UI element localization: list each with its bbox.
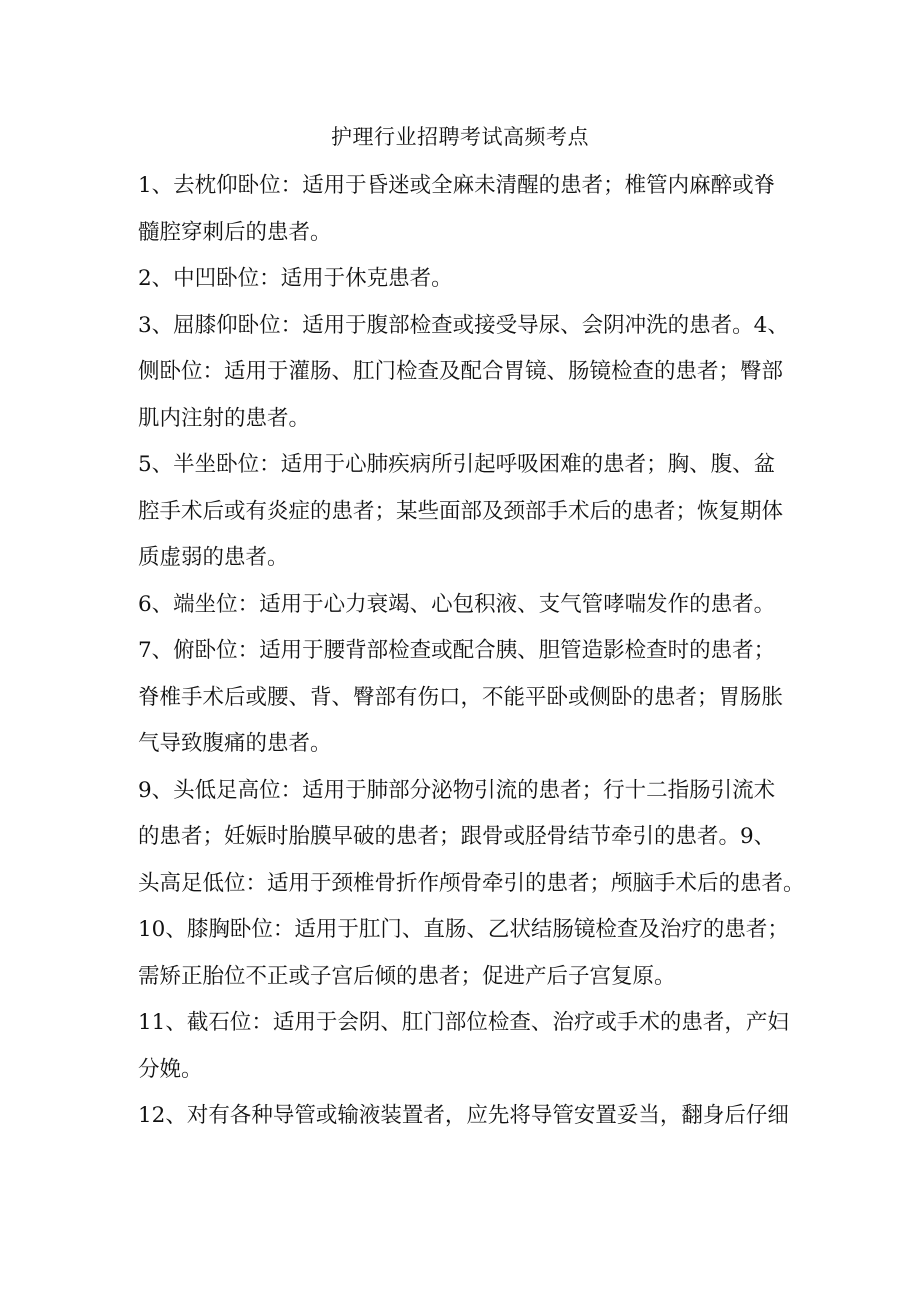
text-line: 头高足低位：适用于颈椎骨折作颅骨牵引的患者；颅脑手术后的患者。 — [138, 870, 805, 896]
text-line: 7、俯卧位：适用于腰背部检查或配合胰、胆管造影检查时的患者； — [138, 638, 776, 663]
text-line: 3、屈膝仰卧位：适用于腹部检查或接受导尿、会阴冲洗的患者。4、 — [138, 312, 789, 338]
text-line: 侧卧位：适用于灌肠、肛门检查及配合胃镜、肠镜检查的患者；臀部 — [138, 359, 784, 384]
text-line: 11、截石位：适用于会阴、肛门部位检查、治疗或手术的患者，产妇 — [138, 1010, 789, 1035]
text-line: 气导致腹痛的患者。 — [138, 731, 332, 756]
text-line: 10、膝胸卧位：适用于肛门、直肠、乙状结肠镜检查及治疗的患者； — [138, 917, 789, 942]
text-line: 肌内注射的患者。 — [138, 405, 311, 431]
text-line: 脊椎手术后或腰、背、臀部有伤口，不能平卧或侧卧的患者；胃肠胀 — [138, 684, 784, 710]
text-line: 需矫正胎位不正或子宫后倾的患者；促进产后子宫复原。 — [138, 963, 676, 989]
text-line: 的患者；妊娠时胎膜早破的患者；跟骨或胫骨结节牵引的患者。9、 — [138, 824, 776, 849]
text-line: 12、对有各种导管或输液装置者，应先将导管安置妥当，翻身后仔细 — [138, 1103, 789, 1128]
text-line: 9、头低足高位：适用于肺部分泌物引流的患者；行十二指肠引流术 — [138, 777, 776, 803]
text-line: 腔手术后或有炎症的患者；某些面部及颈部手术后的患者；恢复期体 — [138, 498, 784, 524]
document-body — [138, 163, 805, 1140]
text-line: 质虚弱的患者。 — [138, 545, 289, 570]
text-line: 分娩。 — [138, 1056, 203, 1082]
text-line: 6、端坐位：适用于心力衰竭、心包积液、支气管哮喘发作的患者。 — [138, 591, 776, 617]
document-title: 护理行业招聘考试高频考点 — [331, 125, 589, 149]
text-line: 5、半坐卧位：适用于心肺疾病所引起呼吸困难的患者；胸、腹、盆 — [138, 452, 776, 477]
text-line: 2、中凹卧位：适用于休克患者。 — [138, 266, 453, 291]
text-line: 1、去枕仰卧位：适用于昏迷或全麻未清醒的患者；椎管内麻醉或脊 — [138, 173, 776, 198]
text-line: 髓腔穿刺后的患者。 — [138, 219, 332, 245]
